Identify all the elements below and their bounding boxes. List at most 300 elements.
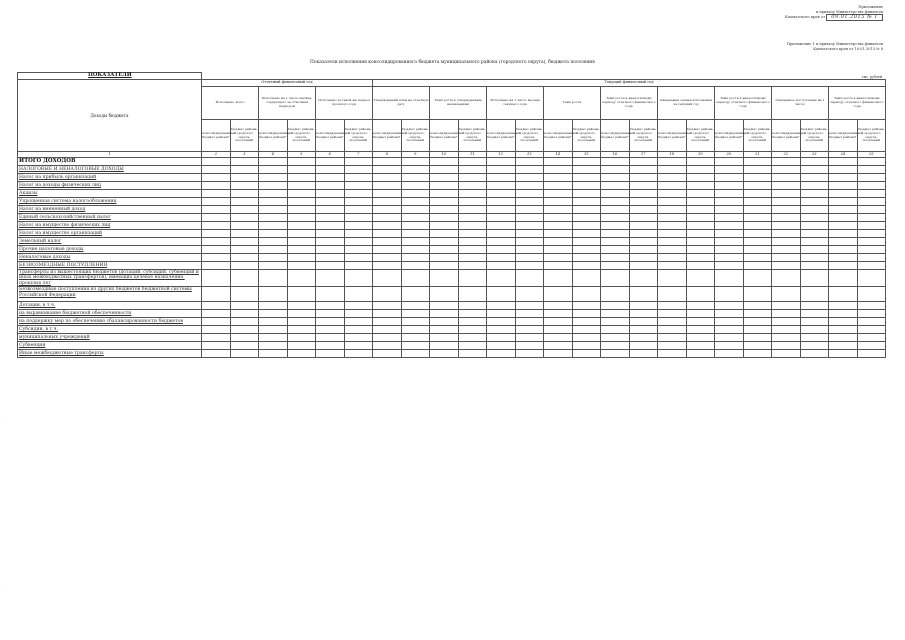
data-cell	[401, 350, 430, 358]
data-cell	[572, 318, 601, 326]
data-cell	[458, 334, 487, 342]
data-cell	[772, 318, 801, 326]
data-cell	[458, 254, 487, 262]
data-cell	[373, 174, 402, 182]
data-cell	[401, 326, 430, 334]
sub-column-header: консолидированный бюджет района*	[658, 120, 687, 152]
data-cell	[544, 158, 573, 166]
table-row	[18, 174, 886, 182]
column-number: 12	[487, 152, 516, 158]
data-cell	[458, 246, 487, 254]
data-cell	[487, 262, 516, 270]
column-number: 10	[430, 152, 459, 158]
data-cell	[515, 270, 544, 287]
data-cell	[772, 246, 801, 254]
data-cell	[202, 230, 231, 238]
data-cell	[458, 206, 487, 214]
data-cell	[857, 350, 886, 358]
data-cell	[686, 222, 715, 230]
data-cell	[743, 342, 772, 350]
data-cell	[202, 206, 231, 214]
data-cell	[316, 222, 345, 230]
data-cell	[230, 182, 259, 190]
data-cell	[458, 287, 487, 302]
unit-label: тыс. рублей	[862, 75, 882, 79]
data-cell	[401, 222, 430, 230]
data-cell	[259, 310, 288, 318]
data-cell	[857, 270, 886, 287]
data-cell	[743, 182, 772, 190]
table-row	[18, 270, 886, 287]
data-cell	[800, 158, 829, 166]
handwritten-date-stamp: 09.01.2015 № 1	[826, 14, 883, 21]
data-cell	[829, 302, 858, 310]
data-cell	[800, 318, 829, 326]
data-cell	[572, 190, 601, 198]
approval-line: Приложение	[858, 5, 883, 9]
data-cell	[316, 342, 345, 350]
data-cell	[572, 182, 601, 190]
data-cell	[373, 214, 402, 222]
margin-mark: ·	[6, 585, 7, 589]
sub-column-header: бюджет района, городского округа, поселений	[287, 120, 316, 152]
data-cell	[515, 326, 544, 334]
data-cell	[430, 158, 459, 166]
data-cell	[772, 310, 801, 318]
data-cell	[857, 318, 886, 326]
data-cell	[401, 254, 430, 262]
row-label: Субсидии, в т.ч.	[18, 326, 202, 334]
data-cell	[857, 222, 886, 230]
data-cell	[829, 318, 858, 326]
data-cell	[715, 302, 744, 310]
column-number: 9	[401, 152, 430, 158]
data-cell	[743, 334, 772, 342]
table-row	[18, 318, 886, 326]
data-cell	[344, 158, 373, 166]
column-group-header: Темп роста к аналогичному периоду отчетного финансового года	[715, 87, 772, 120]
data-cell	[401, 214, 430, 222]
data-cell	[430, 310, 459, 318]
data-cell	[373, 230, 402, 238]
data-cell	[230, 342, 259, 350]
data-cell	[800, 238, 829, 246]
sub-column-header: консолидированный бюджет района*	[487, 120, 516, 152]
column-number: 19	[686, 152, 715, 158]
data-cell	[287, 158, 316, 166]
data-cell	[800, 190, 829, 198]
data-cell	[287, 334, 316, 342]
data-cell	[487, 190, 516, 198]
data-cell	[487, 206, 516, 214]
data-cell	[458, 230, 487, 238]
margin-mark: ·	[6, 420, 7, 424]
sub-column-header: бюджет района, городского округа, поселений	[800, 120, 829, 152]
sub-column-header: консолидированный бюджет района*	[259, 120, 288, 152]
data-cell	[686, 174, 715, 182]
data-cell	[629, 318, 658, 326]
data-cell	[373, 270, 402, 287]
appendix-note	[787, 42, 883, 51]
data-cell	[601, 350, 630, 358]
data-cell	[715, 230, 744, 238]
data-cell	[629, 342, 658, 350]
table-row	[18, 222, 886, 230]
appendix-line: Камчатского края от 10.01.2013 № 8	[813, 46, 883, 51]
data-cell	[544, 190, 573, 198]
data-cell	[800, 350, 829, 358]
data-cell	[857, 254, 886, 262]
data-cell	[857, 198, 886, 206]
data-cell	[715, 334, 744, 342]
data-cell	[487, 158, 516, 166]
sub-column-header: консолидированный бюджет района*	[430, 120, 459, 152]
data-cell	[515, 302, 544, 310]
data-cell	[629, 198, 658, 206]
data-cell	[259, 174, 288, 182]
corner-label: ПОКАЗАТЕЛИ	[18, 73, 202, 80]
data-cell	[430, 198, 459, 206]
column-number: 24	[829, 152, 858, 158]
data-cell	[287, 302, 316, 310]
data-cell	[544, 310, 573, 318]
data-cell	[658, 190, 687, 198]
data-cell	[230, 230, 259, 238]
data-cell	[487, 287, 516, 302]
data-cell	[430, 302, 459, 310]
data-cell	[800, 198, 829, 206]
data-cell	[401, 270, 430, 287]
row-label: Упрощенная система налогообложения	[18, 198, 202, 206]
data-cell	[430, 254, 459, 262]
data-cell	[458, 158, 487, 166]
data-cell	[601, 254, 630, 262]
column-number: 6	[316, 152, 345, 158]
data-cell	[629, 174, 658, 182]
data-cell	[715, 174, 744, 182]
data-cell	[344, 198, 373, 206]
data-cell	[601, 182, 630, 190]
data-cell	[772, 190, 801, 198]
data-cell	[430, 206, 459, 214]
column-number: 11	[458, 152, 487, 158]
data-cell	[829, 310, 858, 318]
data-cell	[515, 230, 544, 238]
row-label: Налог на вмененный доход	[18, 206, 202, 214]
data-cell	[202, 287, 231, 302]
data-cell	[287, 174, 316, 182]
column-group-header: Темп роста к аналогичному периоду отчетного финансового года	[829, 87, 886, 120]
data-cell	[572, 326, 601, 334]
data-cell	[743, 190, 772, 198]
data-cell	[202, 302, 231, 310]
data-cell	[344, 270, 373, 287]
data-cell	[230, 326, 259, 334]
data-cell	[715, 262, 744, 270]
data-cell	[601, 262, 630, 270]
data-cell	[487, 342, 516, 350]
data-cell	[202, 174, 231, 182]
data-cell	[658, 342, 687, 350]
data-cell	[629, 326, 658, 334]
column-number: 13	[515, 152, 544, 158]
data-cell	[316, 350, 345, 358]
data-cell	[430, 334, 459, 342]
data-cell	[316, 214, 345, 222]
data-cell	[430, 262, 459, 270]
data-cell	[401, 166, 430, 174]
data-cell	[202, 310, 231, 318]
data-cell	[373, 334, 402, 342]
data-cell	[230, 334, 259, 342]
data-cell	[487, 318, 516, 326]
data-cell	[601, 230, 630, 238]
data-cell	[715, 214, 744, 222]
data-cell	[544, 174, 573, 182]
sub-column-header: бюджет района, городского округа, поселений	[686, 120, 715, 152]
data-cell	[658, 222, 687, 230]
data-cell	[601, 214, 630, 222]
data-cell	[572, 206, 601, 214]
data-cell	[458, 270, 487, 287]
data-cell	[430, 246, 459, 254]
data-cell	[316, 254, 345, 262]
data-cell	[487, 350, 516, 358]
data-cell	[601, 302, 630, 310]
data-cell	[287, 222, 316, 230]
data-cell	[601, 310, 630, 318]
column-number: 15	[572, 152, 601, 158]
data-cell	[458, 198, 487, 206]
data-cell	[601, 334, 630, 342]
data-cell	[601, 158, 630, 166]
data-cell	[316, 182, 345, 190]
column-number: 8	[373, 152, 402, 158]
data-cell	[829, 334, 858, 342]
data-cell	[401, 342, 430, 350]
data-cell	[857, 262, 886, 270]
data-cell	[658, 198, 687, 206]
approval-line: к приказу Министерства финансов	[815, 9, 883, 14]
column-number: 1	[18, 152, 202, 158]
data-cell	[715, 318, 744, 326]
data-cell	[344, 182, 373, 190]
data-cell	[259, 342, 288, 350]
data-cell	[287, 238, 316, 246]
data-cell	[430, 287, 459, 302]
data-cell	[430, 230, 459, 238]
data-cell	[287, 287, 316, 302]
data-cell	[658, 166, 687, 174]
row-label: Иные межбюджетные трансферты	[18, 350, 202, 358]
data-cell	[202, 350, 231, 358]
data-cell	[487, 310, 516, 318]
data-cell	[715, 190, 744, 198]
data-cell	[829, 230, 858, 238]
data-cell	[715, 310, 744, 318]
data-cell	[658, 246, 687, 254]
sub-column-header: консолидированный бюджет района*	[772, 120, 801, 152]
data-cell	[430, 318, 459, 326]
data-cell	[658, 238, 687, 246]
data-cell	[601, 326, 630, 334]
data-cell	[658, 206, 687, 214]
table-row	[18, 182, 886, 190]
data-cell	[629, 262, 658, 270]
data-cell	[430, 166, 459, 174]
column-group-header: Ожидаемая оценка исполнения за текущий год	[658, 87, 715, 120]
row-label: Акцизы	[18, 190, 202, 198]
data-cell	[230, 270, 259, 287]
table-row	[18, 350, 886, 358]
row-label: Безвозмездные поступления из других бюджетов бюджетной системы Российской Федерации	[18, 287, 202, 302]
data-cell	[601, 318, 630, 326]
data-cell	[458, 182, 487, 190]
data-cell	[259, 302, 288, 310]
data-cell	[829, 174, 858, 182]
data-cell	[743, 214, 772, 222]
report-table-wrapper	[17, 72, 885, 358]
data-cell	[230, 238, 259, 246]
data-cell	[344, 342, 373, 350]
row-label: БЕЗВОЗМЕЗДНЫЕ ПОСТУПЛЕНИЯ	[18, 262, 202, 270]
data-cell	[344, 174, 373, 182]
data-cell	[829, 182, 858, 190]
data-cell	[857, 287, 886, 302]
data-cell	[458, 238, 487, 246]
sub-column-header: бюджет района, городского округа, поселений	[344, 120, 373, 152]
data-cell	[544, 262, 573, 270]
data-cell	[230, 302, 259, 310]
data-cell	[572, 198, 601, 206]
data-cell	[857, 166, 886, 174]
data-cell	[715, 350, 744, 358]
data-cell	[857, 342, 886, 350]
data-cell	[772, 302, 801, 310]
data-cell	[373, 238, 402, 246]
data-cell	[686, 214, 715, 222]
data-cell	[458, 222, 487, 230]
data-cell	[572, 287, 601, 302]
data-cell	[601, 287, 630, 302]
data-cell	[544, 166, 573, 174]
row-label: Земельный налог	[18, 238, 202, 246]
data-cell	[458, 174, 487, 182]
data-cell	[544, 350, 573, 358]
data-cell	[373, 262, 402, 270]
data-cell	[686, 238, 715, 246]
data-cell	[373, 326, 402, 334]
data-cell	[629, 222, 658, 230]
data-cell	[316, 230, 345, 238]
column-number: 16	[601, 152, 630, 158]
data-cell	[344, 254, 373, 262]
data-cell	[857, 310, 886, 318]
period-group-reporting: Отчетный финансовый год	[202, 80, 373, 87]
data-cell	[658, 254, 687, 262]
data-cell	[487, 334, 516, 342]
data-cell	[430, 190, 459, 198]
data-cell	[316, 246, 345, 254]
data-cell	[829, 238, 858, 246]
data-cell	[430, 214, 459, 222]
data-cell	[487, 166, 516, 174]
data-cell	[544, 287, 573, 302]
data-cell	[800, 262, 829, 270]
table-row	[18, 262, 886, 270]
data-cell	[658, 270, 687, 287]
data-cell	[287, 246, 316, 254]
data-cell	[658, 174, 687, 182]
data-cell	[287, 310, 316, 318]
data-cell	[287, 206, 316, 214]
data-cell	[601, 206, 630, 214]
data-cell	[686, 270, 715, 287]
data-cell	[401, 310, 430, 318]
data-cell	[487, 326, 516, 334]
data-cell	[202, 246, 231, 254]
data-cell	[572, 270, 601, 287]
data-cell	[629, 214, 658, 222]
data-cell	[430, 222, 459, 230]
data-cell	[430, 182, 459, 190]
data-cell	[401, 246, 430, 254]
table-row	[18, 166, 886, 174]
data-cell	[259, 270, 288, 287]
data-cell	[316, 302, 345, 310]
data-cell	[629, 238, 658, 246]
data-cell	[515, 198, 544, 206]
data-cell	[743, 158, 772, 166]
data-cell	[373, 350, 402, 358]
data-cell	[572, 158, 601, 166]
data-cell	[857, 334, 886, 342]
data-cell	[601, 222, 630, 230]
data-cell	[373, 254, 402, 262]
data-cell	[287, 318, 316, 326]
data-cell	[658, 310, 687, 318]
data-cell	[857, 182, 886, 190]
data-cell	[743, 206, 772, 214]
data-cell	[544, 254, 573, 262]
data-cell	[629, 302, 658, 310]
sub-column-header: бюджет района, городского округа, поселений	[743, 120, 772, 152]
row-label: Налог на имущество физических лиц	[18, 222, 202, 230]
data-cell	[743, 238, 772, 246]
data-cell	[230, 174, 259, 182]
data-cell	[430, 350, 459, 358]
data-cell	[629, 287, 658, 302]
data-cell	[715, 326, 744, 334]
data-cell	[544, 198, 573, 206]
data-cell	[458, 318, 487, 326]
data-cell	[259, 350, 288, 358]
column-group-header: Темп роста	[544, 87, 601, 120]
data-cell	[572, 310, 601, 318]
data-cell	[686, 166, 715, 174]
table-body	[18, 158, 886, 358]
data-cell	[715, 270, 744, 287]
row-label: Субвенции	[18, 342, 202, 350]
data-cell	[715, 166, 744, 174]
data-cell	[743, 198, 772, 206]
sub-column-header: консолидированный бюджет района*	[601, 120, 630, 152]
data-cell	[487, 222, 516, 230]
sub-column-header: бюджет района, городского округа, поселений	[629, 120, 658, 152]
data-cell	[230, 246, 259, 254]
column-number: 7	[344, 152, 373, 158]
sub-column-header: консолидированный бюджет района*	[715, 120, 744, 152]
